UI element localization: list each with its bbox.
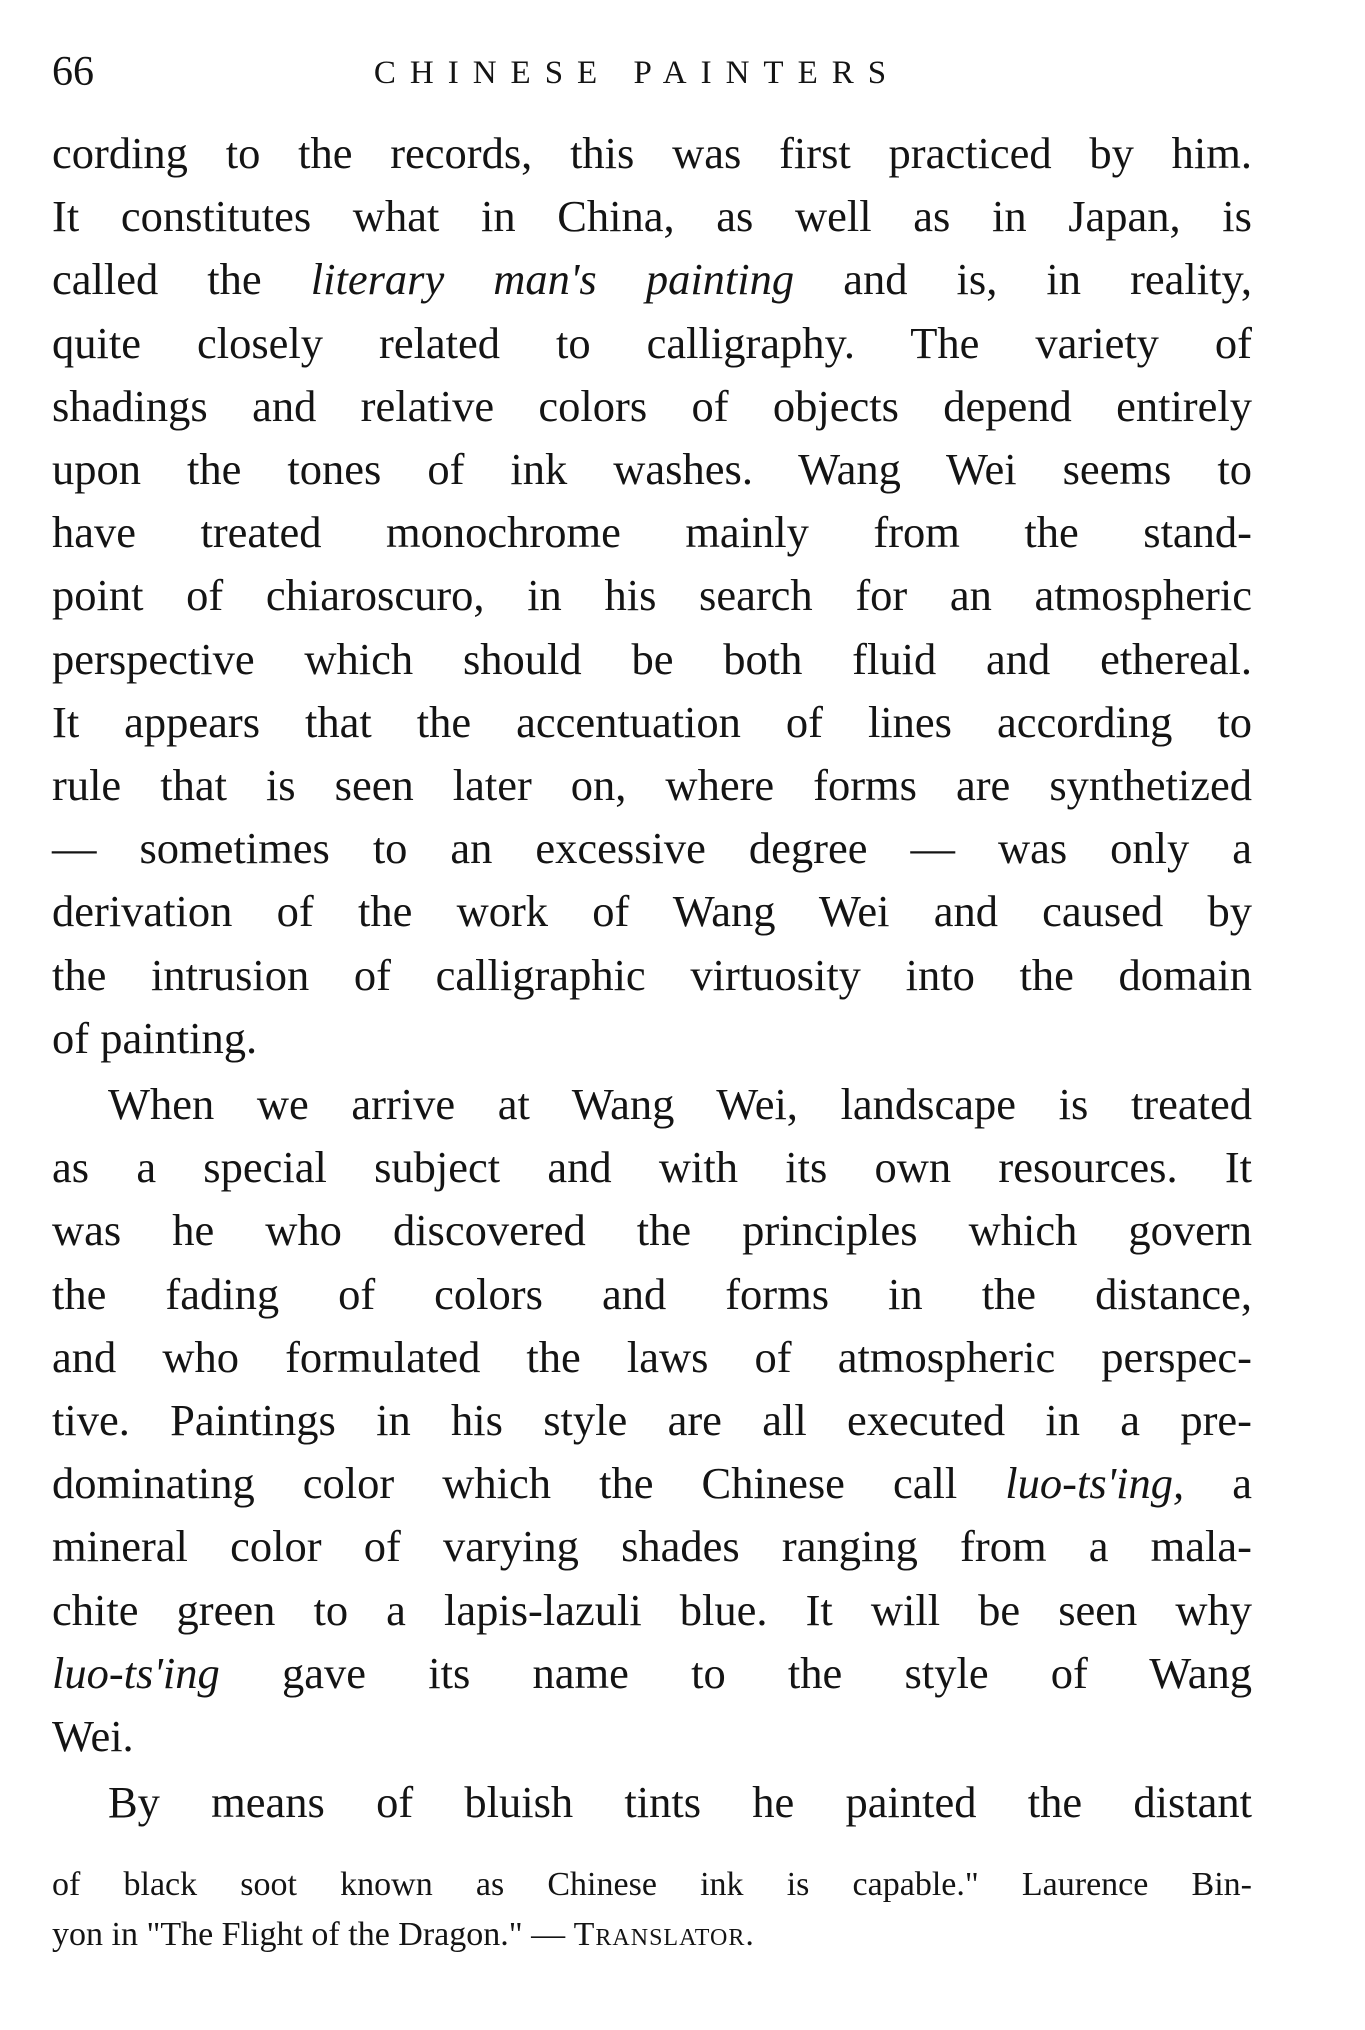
text-line: — sometimes to an excessive degree — was only a [52, 823, 1252, 874]
text-line: rule that is seen later on, where forms are synthetized [52, 760, 1252, 811]
text-run: dominating color which the Chinese call [52, 1458, 1006, 1509]
paragraph-2 [52, 1073, 1252, 1768]
text-line: perspective which should be both fluid and ethereal. [52, 633, 1252, 684]
text-line: mineral color of varying shades ranging from a mala- [52, 1521, 1252, 1572]
text-line: derivation of the work of Wang Wei and caused by [52, 886, 1252, 937]
text-line [52, 1642, 1252, 1705]
text-run: a [1184, 1458, 1252, 1509]
text-line: shadings and relative colors of objects depend entirely [52, 380, 1252, 431]
text-line: quite closely related to calligraphy. The variety of [52, 317, 1252, 368]
text-line: When we arrive at Wang Wei, landscape is treated [108, 1079, 1252, 1130]
italic-term: literary man's painting [310, 254, 795, 305]
italic-term: luo-ts'ing, [1005, 1458, 1185, 1509]
text-line: Wei. [52, 1711, 134, 1762]
text-run: yon in "The Flight of the Dragon." — [52, 1916, 574, 1953]
text-line: of painting. [52, 1012, 258, 1063]
footnote-line [52, 1910, 1252, 1960]
text-line: the intrusion of calligraphic virtuosity into the domain [52, 949, 1252, 1000]
page-number: 66 [52, 49, 94, 95]
text-line: tive. Paintings in his style are all executed in a pre- [52, 1395, 1252, 1446]
body-text [52, 122, 1252, 1834]
footnote [52, 1860, 1252, 1960]
text-line: have treated monochrome mainly from the stand- [52, 507, 1252, 558]
text-line: the fading of colors and forms in the distance, [52, 1268, 1252, 1319]
text-line: as a special subject and with its own resources. It [52, 1142, 1252, 1193]
text-line: cording to the records, this was first practiced by him. [52, 128, 1252, 178]
paragraph-3 [52, 1771, 1252, 1834]
running-title: CHINESE PAINTERS [373, 55, 901, 91]
text-line: point of chiaroscuro, in his search for an atmospheric [52, 570, 1252, 621]
text-line: It appears that the accentuation of lines according to [52, 696, 1252, 747]
text-line: chite green to a lapis-lazuli blue. It will be seen why [52, 1584, 1252, 1635]
text-run: called the [52, 254, 311, 305]
text-line: By means of bluish tints he painted the distant [108, 1777, 1252, 1828]
text-line: It constitutes what in China, as well as in Japan, is [52, 191, 1252, 242]
text-run: gave its name to the style of Wang [219, 1647, 1252, 1698]
text-line: was he who discovered the principles which govern [52, 1205, 1252, 1256]
text-line [52, 1452, 1252, 1515]
text-line: upon the tones of ink washes. Wang Wei seems to [52, 444, 1252, 495]
page-header [52, 44, 1252, 104]
italic-term: luo-ts'ing [52, 1647, 220, 1698]
footnote-line: of black soot known as Chinese ink is capable." Laurence Bin- [52, 1866, 1252, 1903]
text-run: and is, in reality, [794, 254, 1252, 305]
text-line: and who formulated the laws of atmospheric perspec- [52, 1331, 1252, 1382]
book-page [52, 44, 1252, 2004]
paragraph-1 [52, 122, 1252, 1070]
translator-credit: Translator. [573, 1916, 755, 1953]
text-line [52, 248, 1252, 311]
